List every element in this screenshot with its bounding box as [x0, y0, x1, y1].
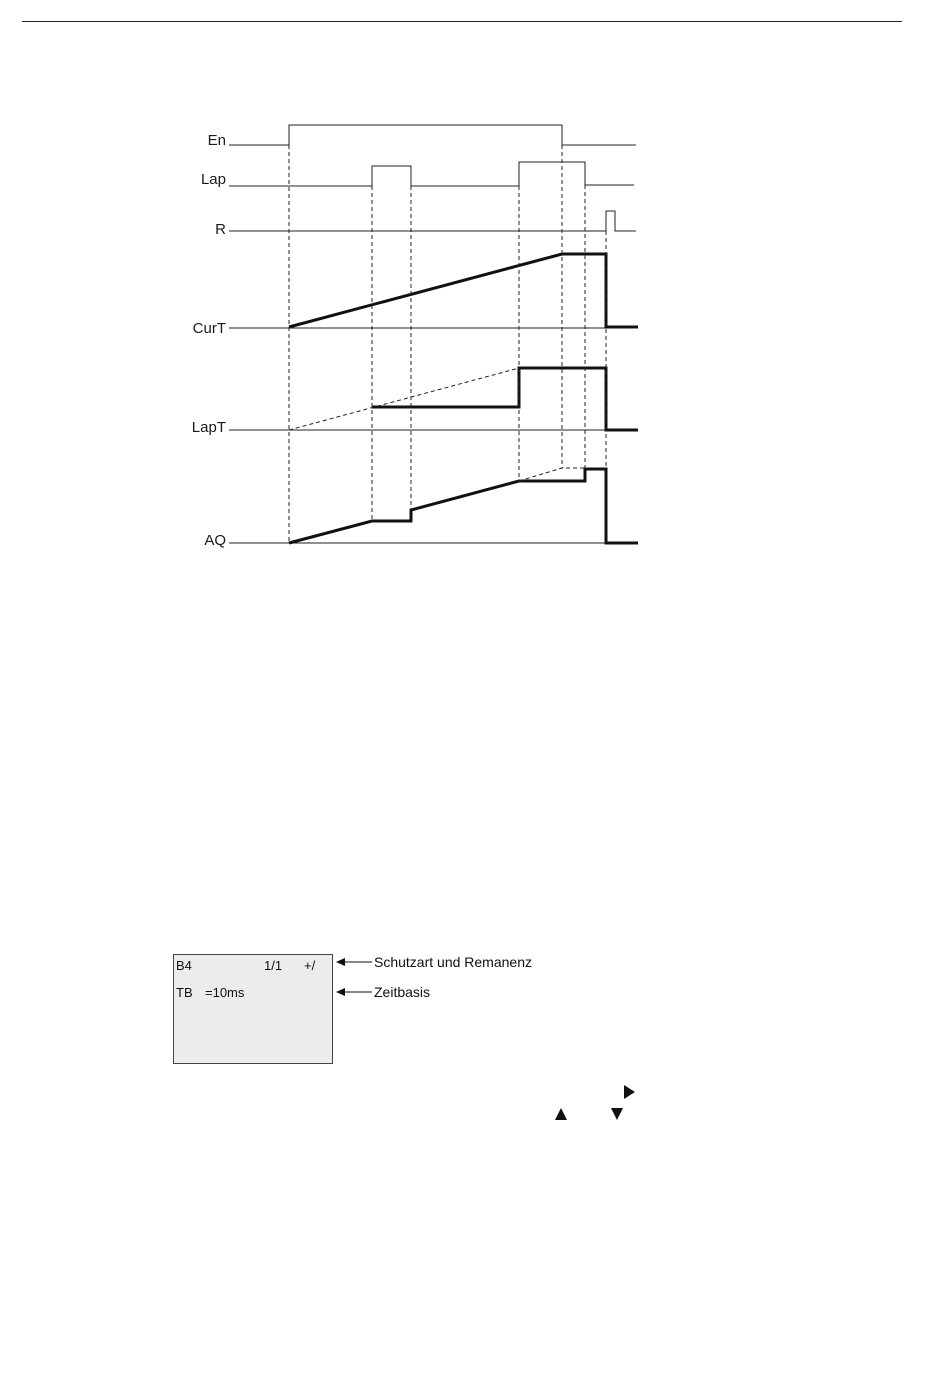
annotation-protection: Schutzart und Remanenz — [374, 954, 532, 970]
display-protection: +/ — [304, 958, 316, 973]
waveform-en — [229, 125, 636, 145]
signal-label-curt: CurT — [192, 320, 226, 337]
waveform-lap — [229, 162, 634, 186]
signal-label-lapt: LapT — [191, 419, 226, 436]
arrow-down-icon — [611, 1108, 623, 1120]
arrowhead-protection — [336, 958, 345, 966]
arrow-up-icon — [555, 1108, 567, 1120]
display-timebase-key: TB — [176, 985, 193, 1000]
display-timebase-value: =10ms — [205, 985, 245, 1000]
trace-aq — [289, 469, 638, 543]
arrowhead-timebase — [336, 988, 345, 996]
trace-lapt-dashed — [289, 368, 519, 430]
arrow-right-icon — [624, 1085, 635, 1099]
timing-diagram — [0, 0, 950, 600]
signal-label-lap: Lap — [200, 171, 226, 188]
waveform-r — [229, 211, 636, 231]
display-page: 1/1 — [264, 958, 283, 973]
display-block-id: B4 — [176, 958, 192, 973]
trace-aq-dashed — [519, 468, 585, 481]
trace-curt — [289, 254, 638, 327]
parameter-display — [173, 954, 333, 1064]
signal-label-en: En — [207, 132, 226, 149]
signal-label-r: R — [215, 221, 226, 238]
trace-lapt — [372, 368, 638, 430]
annotation-timebase: Zeitbasis — [374, 984, 431, 1000]
signal-label-aq: AQ — [204, 532, 226, 549]
